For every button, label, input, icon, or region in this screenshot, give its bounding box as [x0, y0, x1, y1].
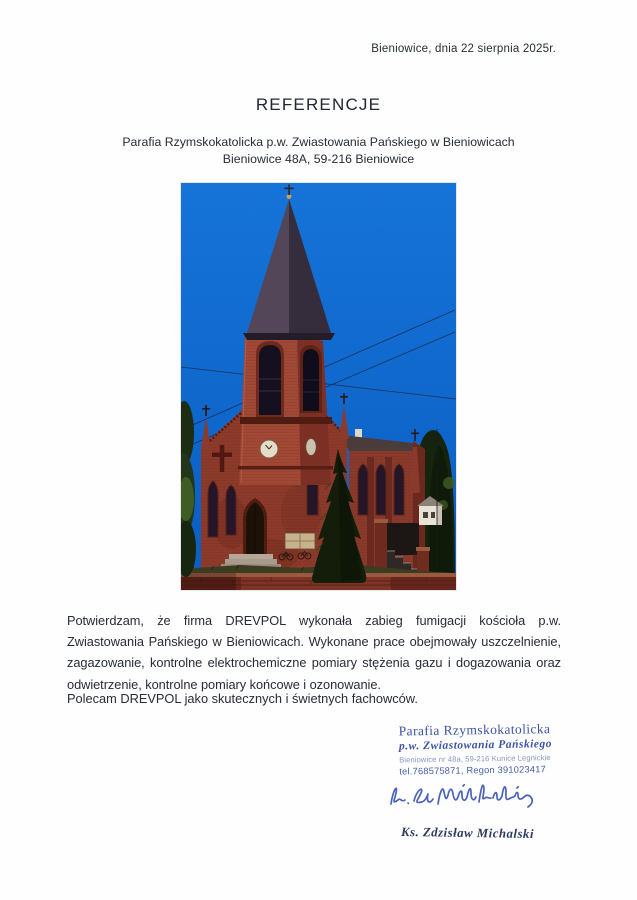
stamp-parish-name: Parafia Rzymskokatolicka — [398, 721, 551, 739]
date-line: Bieniowice, dnia 22 sierpnia 2025r. — [371, 43, 556, 55]
parish-stamp — [399, 722, 590, 777]
left-foliage — [181, 401, 196, 577]
organization-name: Parafia Rzymskokatolicka p.w. Zwiastowania Pańskiego w Bieniowicach — [122, 135, 515, 149]
organization-block — [0, 134, 637, 168]
organization-address: Bieniowice 48A, 59-216 Bieniowice — [222, 152, 415, 166]
stamped-signatory-name: Ks. Zdzisław Michalski — [400, 824, 535, 842]
body-paragraph-1: Potwierdzam, że firma DREVPOL wykonała zabieg fumigacji kościoła p.w. Zwiastowania Pańskiego w Bieniowicach. Wykonane prace obejmowały uszczelnienie, zagazowanie, kontrolne elektrochemiczne pomiary stężenia gazu i dogazowania oraz odwietrzenie, kontrolne pomiary końcowe i ozonowanie. — [67, 613, 561, 692]
bell-tower — [238, 335, 333, 485]
page-title: REFERENCJE — [255, 95, 382, 114]
stamp-parish-dedication: p.w. Zwiastowania Pańskiego — [398, 737, 553, 752]
stamp-address: Bieniowice nr 48a, 59-216 Kunice Legnickie — [399, 753, 551, 765]
body-paragraph-2: Polecam DREVPOL jako skutecznych i świetnych fachowców. — [67, 691, 418, 706]
church-photo — [181, 183, 456, 590]
church-photo-illustration — [181, 183, 456, 590]
handwritten-signature — [384, 776, 562, 818]
stamp-phone-regon: tel.768575871, Regon 391023417 — [399, 763, 547, 777]
